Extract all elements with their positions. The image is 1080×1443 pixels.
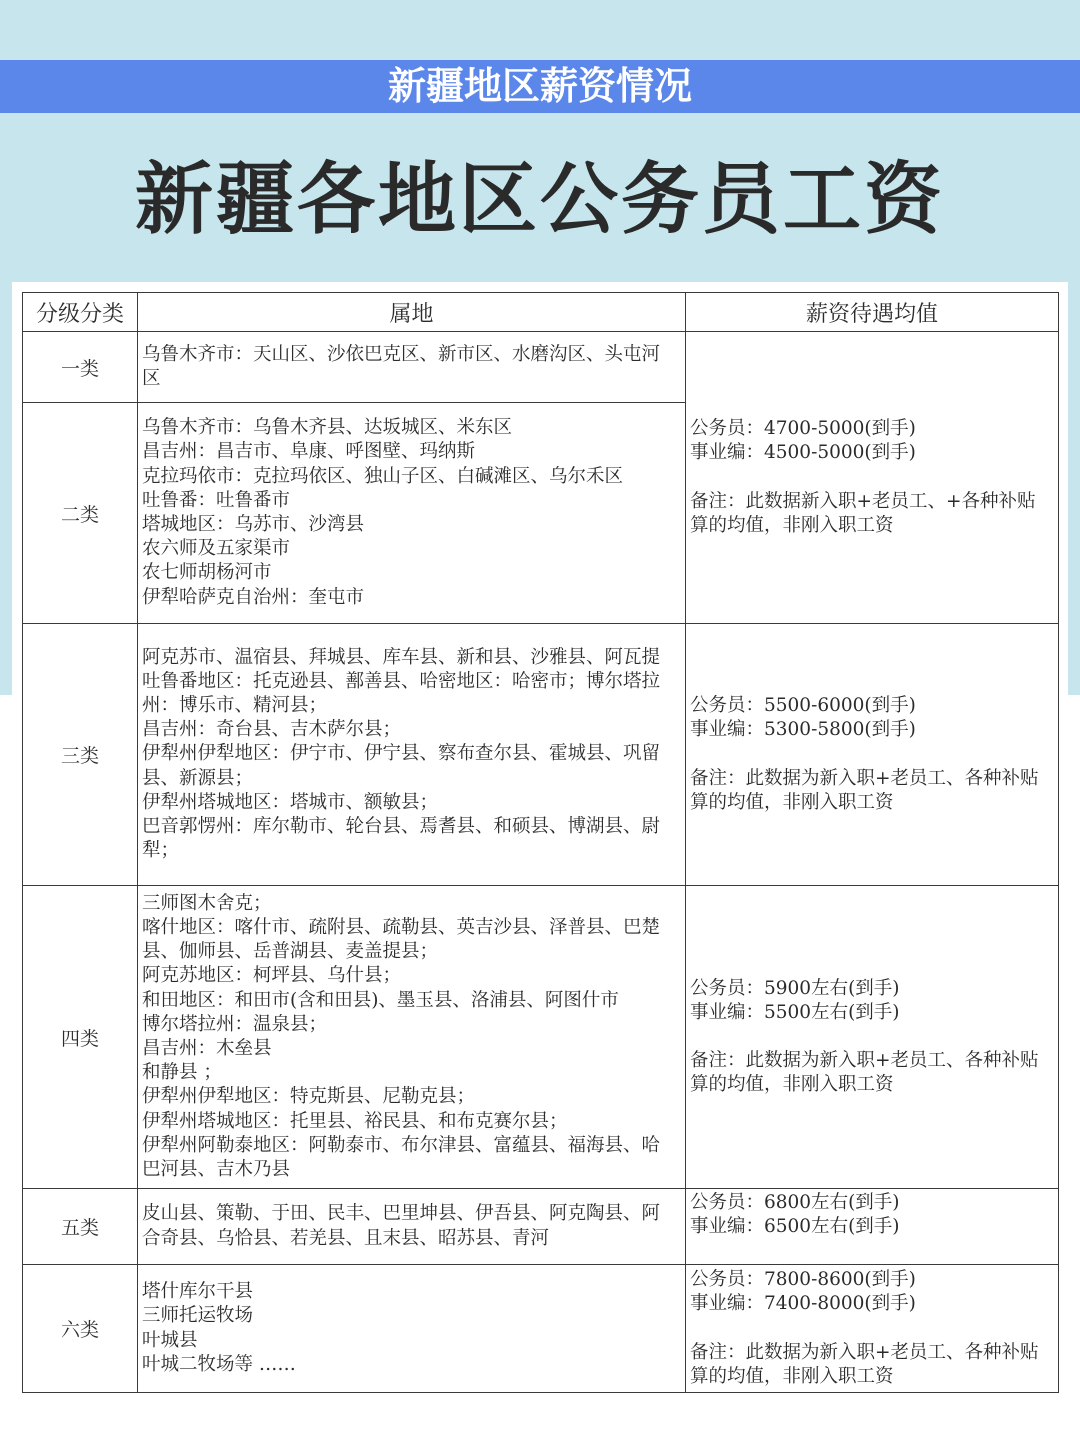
salary-line: 事业编：5300-5800(到手) bbox=[690, 719, 916, 741]
region-line: 三师托运牧场 bbox=[142, 1305, 254, 1327]
region-line: 伊犁州伊犁地区：特克斯县、尼勒克县； bbox=[142, 1086, 476, 1108]
region-line: 乌鲁木齐市：天山区、沙依巴克区、新市区、水磨沟区、头屯河区 bbox=[142, 343, 661, 389]
category-cell: 一类 bbox=[23, 332, 138, 403]
table-row bbox=[23, 332, 1059, 403]
table-row bbox=[23, 624, 1059, 886]
salary-line: 公务员：6800左右(到手) bbox=[690, 1192, 900, 1213]
page-title: 新疆各地区公务员工资 bbox=[134, 155, 945, 245]
region-line: 伊犁州塔城地区：托里县、裕民县、和布克赛尔县； bbox=[142, 1110, 568, 1132]
region-line: 皮山县、策勒、于田、民丰、巴里坤县、伊吾县、阿克陶县、阿合奇县、乌恰县、若羌县、且末县、昭苏县、青河 bbox=[142, 1203, 661, 1249]
salary-cell bbox=[686, 624, 1059, 886]
region-line: 和田地区：和田市(含和田县)、墨玉县、洛浦县、阿图什市 bbox=[142, 989, 619, 1011]
salary-line: 公务员：5500-6000(到手) bbox=[690, 695, 916, 717]
salary-note: 备注：此数据为新入职+老员工、各种补贴算的均值，非刚入职工资 bbox=[690, 1341, 1039, 1387]
category-cell: 二类 bbox=[23, 403, 138, 624]
banner: 新疆地区薪资情况 bbox=[0, 60, 1080, 113]
salary-cell bbox=[686, 332, 1059, 624]
region-line: 伊犁州伊犁地区：伊宁市、伊宁县、察布查尔县、霍城县、巩留县、新源县； bbox=[142, 743, 661, 789]
salary-table bbox=[22, 292, 1059, 1393]
category-cell: 四类 bbox=[23, 886, 138, 1189]
region-line: 塔城地区：乌苏市、沙湾县 bbox=[142, 514, 365, 535]
region-line: 昌吉州：奇台县、吉木萨尔县； bbox=[142, 719, 402, 741]
salary-note: 备注：此数据新入职+老员工、+各种补贴算的均值，非刚入职工资 bbox=[690, 490, 1036, 536]
header-region: 属地 bbox=[138, 293, 686, 332]
region-cell bbox=[138, 1265, 686, 1393]
table-row bbox=[23, 886, 1059, 1189]
salary-note: 备注：此数据为新入职+老员工、各种补贴算的均值，非刚入职工资 bbox=[690, 767, 1039, 813]
salary-line: 事业编：6500左右(到手) bbox=[690, 1216, 900, 1238]
salary-cell bbox=[686, 886, 1059, 1189]
region-line: 吐鲁番：吐鲁番市 bbox=[142, 489, 291, 511]
salary-cell bbox=[686, 1189, 1059, 1265]
salary-line: 公务员：4700-5000(到手) bbox=[690, 418, 916, 440]
table-row bbox=[23, 1265, 1059, 1393]
region-line: 昌吉州：昌吉市、阜康、呼图壁、玛纳斯 bbox=[142, 441, 476, 463]
header-salary: 薪资待遇均值 bbox=[686, 293, 1059, 332]
region-line: 巴音郭愣州：库尔勒市、轮台县、焉耆县、和硕县、博湖县、尉犁； bbox=[142, 816, 661, 862]
region-line: 和静县 ； bbox=[142, 1062, 222, 1084]
region-line: 塔什库尔干县 bbox=[142, 1281, 254, 1303]
category-cell: 三类 bbox=[23, 624, 138, 886]
region-line: 喀什地区：喀什市、疏附县、疏勒县、英吉沙县、泽普县、巴楚县、伽师县、岳普湖县、麦盖提县； bbox=[142, 916, 661, 963]
region-line: 吐鲁番地区：托克逊县、鄯善县、哈密地区：哈密市；博尔塔拉州：博乐市、精河县； bbox=[142, 670, 661, 716]
header-category: 分级分类 bbox=[23, 293, 138, 332]
region-cell bbox=[138, 886, 686, 1189]
salary-note: 备注：此数据为新入职+老员工、各种补贴算的均值，非刚入职工资 bbox=[690, 1050, 1039, 1096]
category-cell: 六类 bbox=[23, 1265, 138, 1393]
region-line: 农六师及五家渠市 bbox=[142, 538, 291, 560]
salary-line: 事业编：7400-8000(到手) bbox=[690, 1293, 916, 1315]
region-cell bbox=[138, 403, 686, 624]
table-row bbox=[23, 1189, 1059, 1265]
region-line: 叶城县 bbox=[142, 1329, 198, 1351]
salary-line: 公务员：5900左右(到手) bbox=[690, 977, 900, 999]
table-header-row bbox=[23, 293, 1059, 332]
region-line: 昌吉州：木垒县 bbox=[142, 1038, 272, 1059]
region-line: 叶城二牧场等 …… bbox=[142, 1353, 296, 1375]
region-line: 伊犁州塔城地区：塔城市、额敏县； bbox=[142, 791, 439, 813]
salary-line: 事业编：5500左右(到手) bbox=[690, 1001, 900, 1023]
region-line: 克拉玛依市：克拉玛依区、独山子区、白碱滩区、乌尔禾区 bbox=[142, 465, 624, 487]
category-cell: 五类 bbox=[23, 1189, 138, 1265]
region-line: 伊犁州阿勒泰地区：阿勒泰市、布尔津县、富蕴县、福海县、哈巴河县、吉木乃县 bbox=[142, 1134, 661, 1181]
salary-cell bbox=[686, 1265, 1059, 1393]
region-cell bbox=[138, 624, 686, 886]
region-line: 阿克苏地区：柯坪县、乌什县； bbox=[142, 965, 402, 987]
region-line: 伊犁哈萨克自治州：奎屯市 bbox=[142, 586, 365, 608]
region-line: 博尔塔拉州：温泉县； bbox=[142, 1013, 328, 1035]
region-cell bbox=[138, 1189, 686, 1265]
region-line: 农七师胡杨河市 bbox=[142, 562, 272, 584]
salary-line: 事业编：4500-5000(到手) bbox=[690, 442, 916, 464]
region-line: 乌鲁木齐市：乌鲁木齐县、达坂城区、米东区 bbox=[142, 417, 513, 439]
region-cell bbox=[138, 332, 686, 403]
region-line: 阿克苏市、温宿县、拜城县、库车县、新和县、沙雅县、阿瓦提 bbox=[142, 646, 661, 668]
salary-line: 公务员：7800-8600(到手) bbox=[690, 1269, 916, 1291]
region-line: 三师图木舍克； bbox=[142, 892, 272, 914]
